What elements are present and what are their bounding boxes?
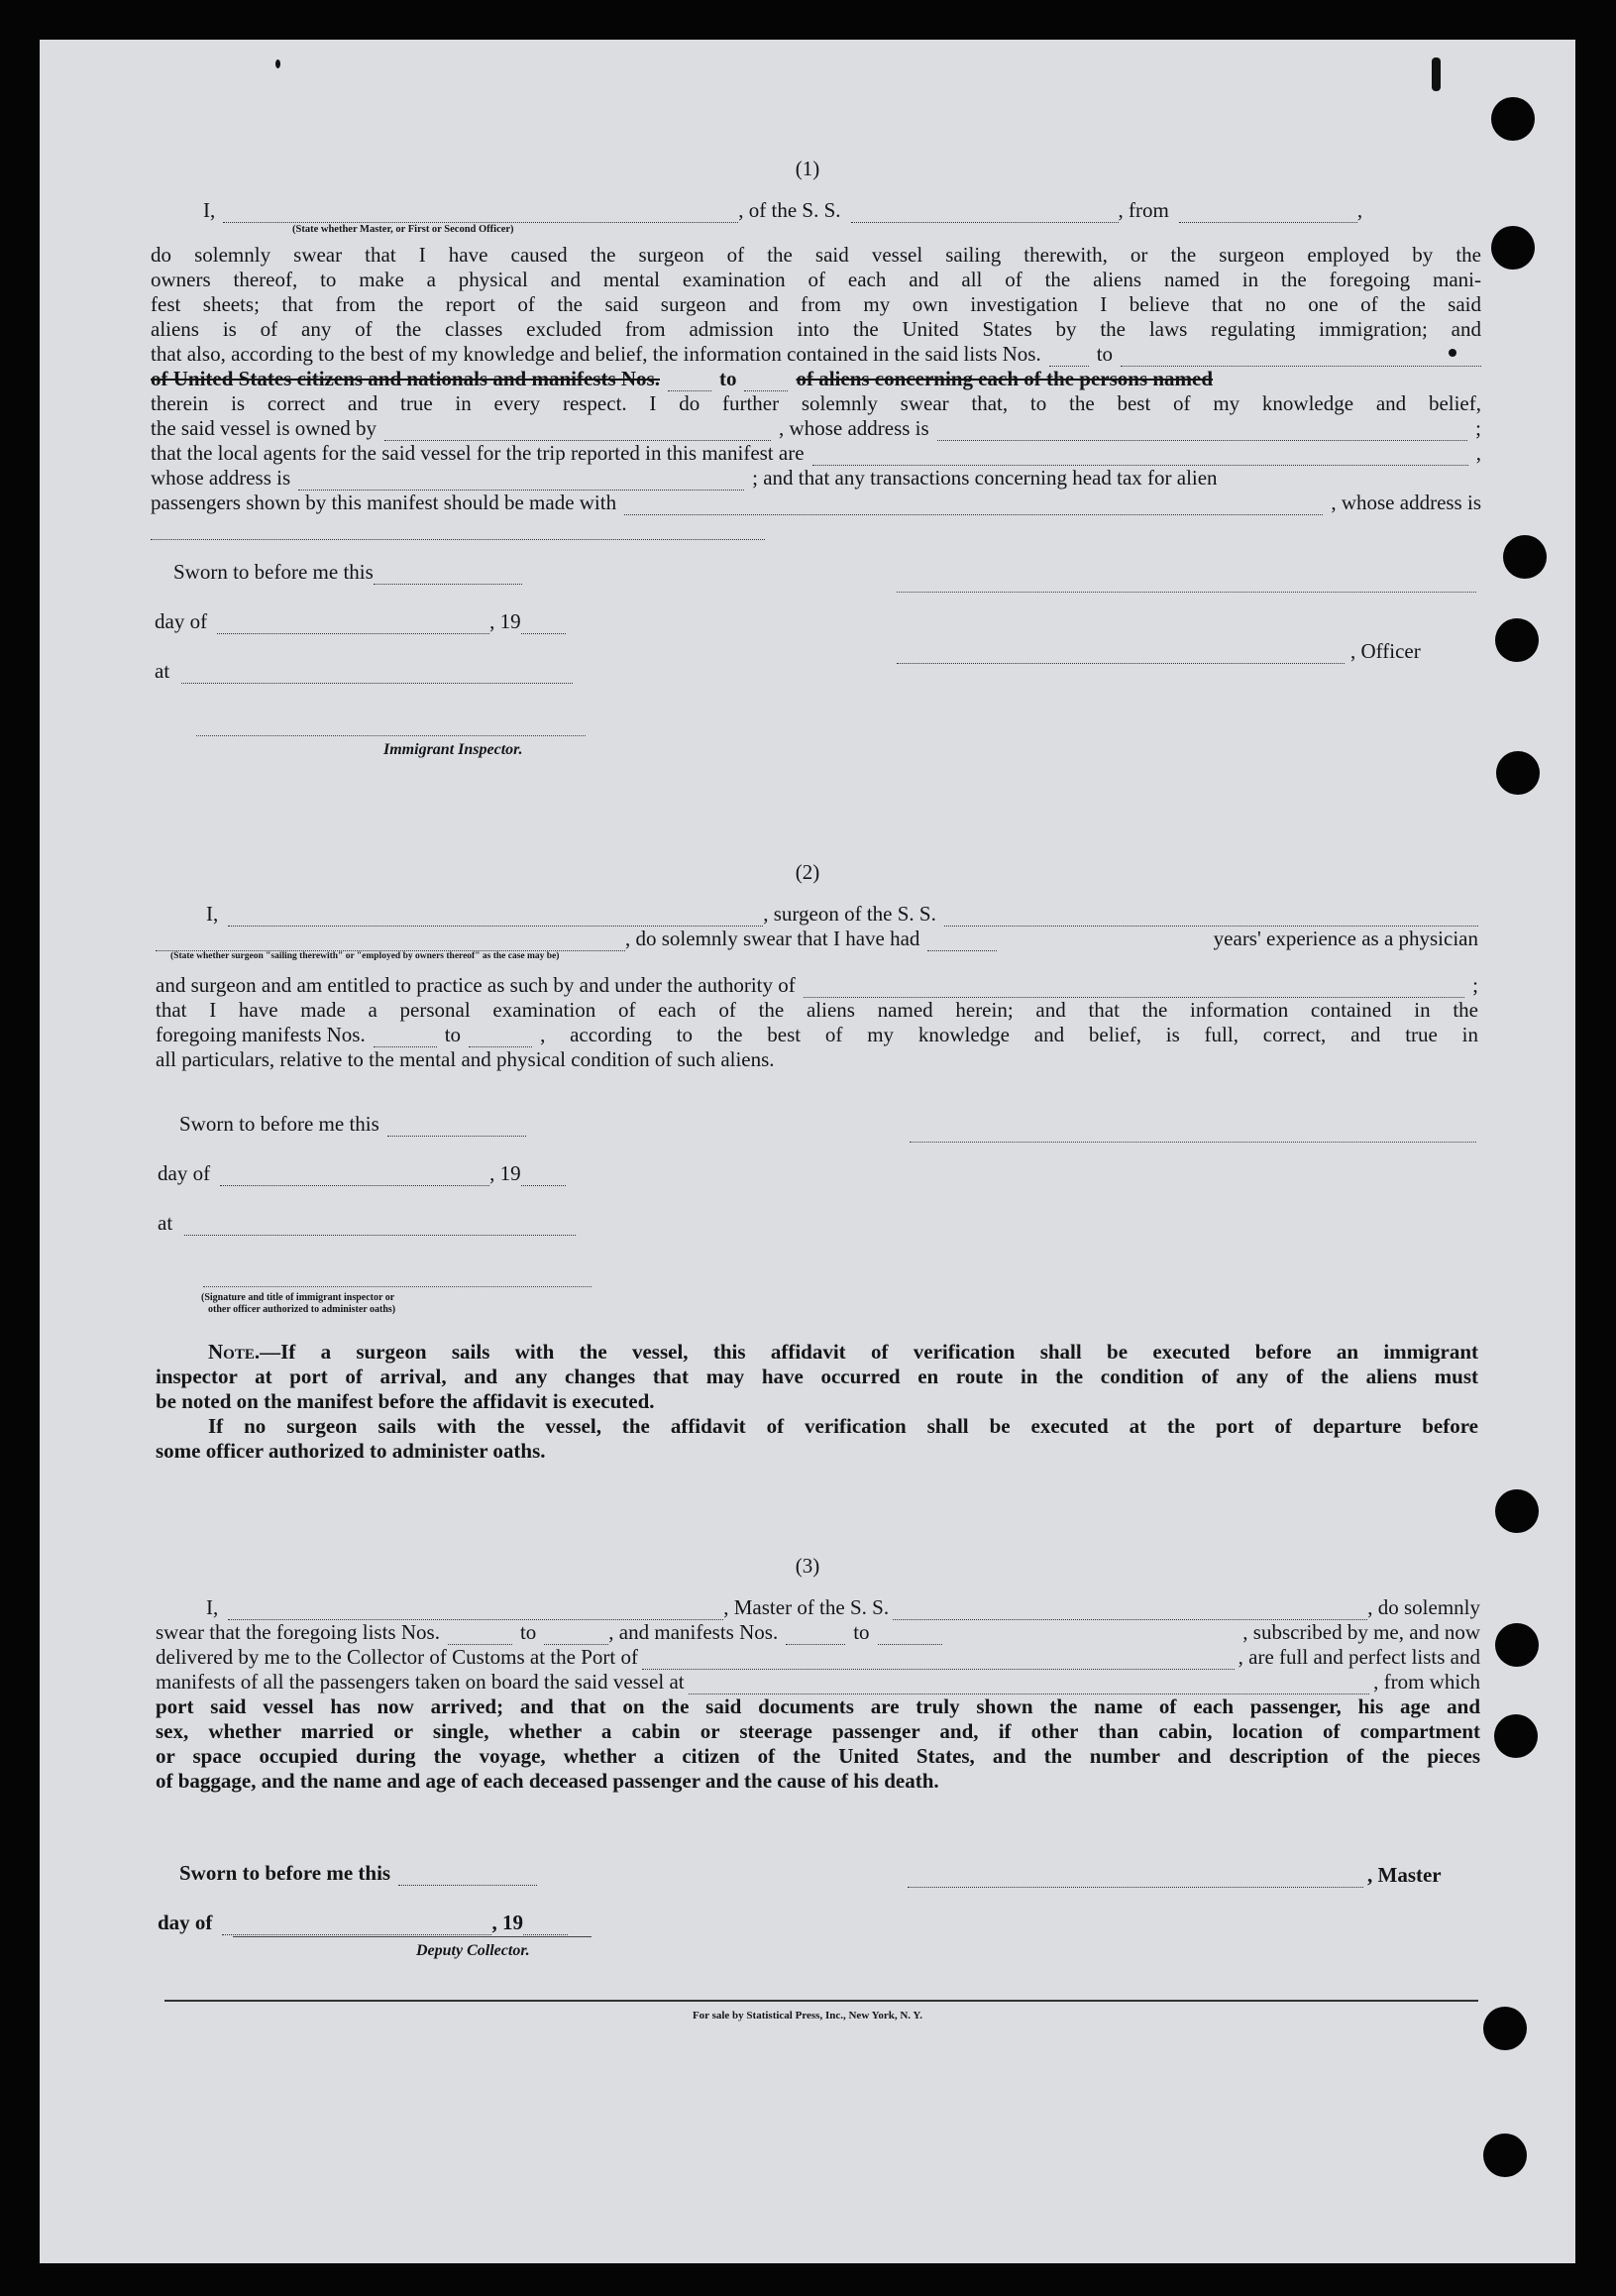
s2-vessel-blank <box>944 906 1478 927</box>
text: , 19 <box>489 1161 521 1185</box>
body-line: sex, whether married or single, whether a cabin or steerage passenger and, if other than cabin, location of compartment <box>156 1719 1480 1743</box>
manifest-from-blank <box>668 371 711 391</box>
text: , <box>1356 198 1363 222</box>
text: Sworn to before me this <box>179 1112 379 1136</box>
text: ; and that any transactions concerning head tax for alien <box>752 466 1218 490</box>
s2-inspector-signature-line <box>203 1286 592 1287</box>
list-from-blank <box>1049 346 1089 367</box>
printer-credit: For sale by Statistical Press, Inc., New York, N. Y. <box>692 2010 923 2022</box>
body-line: of baggage, and the name and age of each deceased passenger and the cause of his death. <box>156 1769 939 1793</box>
place-blank <box>184 1215 576 1236</box>
s1-at-line <box>155 659 573 684</box>
s3-manifest-to-blank <box>878 1624 942 1645</box>
text: , Master of the S. S. <box>723 1595 890 1619</box>
surgeon-name-blank <box>228 906 763 927</box>
text: , and manifests Nos. <box>608 1620 779 1644</box>
text: day of <box>155 609 208 633</box>
s3-day-line <box>158 1911 568 1935</box>
section-2-body <box>156 973 1478 1072</box>
note-block <box>156 1340 1478 1464</box>
surgeon-status-note: (State whether surgeon "sailing therewith" or "employed by owners thereof" as the case may be) <box>170 951 560 961</box>
master-name-blank <box>228 1599 723 1620</box>
text: swear that the foregoing lists Nos. <box>156 1620 440 1644</box>
text: foregoing manifests Nos. <box>156 1023 366 1046</box>
text: to <box>1096 342 1114 366</box>
s2-manifest-to-blank <box>469 1027 532 1047</box>
punch-hole <box>1496 751 1540 795</box>
text: whose address is <box>151 466 291 490</box>
text: day of <box>158 1911 213 1934</box>
section-2-line-1 <box>206 902 1478 927</box>
punch-hole <box>1491 97 1535 141</box>
s1-day-line <box>155 609 566 634</box>
owner-blank <box>384 420 771 441</box>
note-line: inspector at port of arrival, and any changes that may have occurred en route in the condition of any of the aliens must <box>156 1365 1478 1388</box>
s2-manifest-from-blank <box>374 1027 437 1047</box>
note-line: be noted on the manifest before the affidavit is executed. <box>156 1389 655 1413</box>
month-blank <box>222 1914 491 1935</box>
section-3-number: (3) <box>795 1554 820 1578</box>
section-1-line-1 <box>203 198 1481 223</box>
list-to-blank <box>1121 346 1481 367</box>
s3-list-from-blank <box>448 1624 512 1645</box>
surgeon-status-blank <box>156 930 625 951</box>
text: at <box>155 659 170 683</box>
struck-text: of aliens concerning each of the persons named <box>796 367 1214 390</box>
text: , subscribed by me, and now <box>1242 1620 1480 1644</box>
text: to <box>718 367 737 390</box>
month-blank <box>217 613 489 634</box>
struck-text: of United States citizens and nationals and manifests Nos. <box>151 367 660 390</box>
text: ; <box>1475 416 1481 440</box>
s3-sworn-line <box>179 1861 537 1886</box>
note-line: —If a surgeon sails with the vessel, this affidavit of verification shall be executed before an immigrant <box>260 1340 1478 1364</box>
manifest-back-page <box>40 40 1575 2263</box>
agents-blank <box>812 445 1468 466</box>
body-line: owners thereof, to make a physical and mental examination of each and all of the aliens named in the foregoing mani- <box>151 268 1481 291</box>
s2-sworn-line <box>179 1112 526 1137</box>
text: , Officer <box>1350 639 1421 663</box>
text: to <box>853 1620 870 1644</box>
deputy-caption: Deputy Collector. <box>416 1942 530 1959</box>
body-line: that I have made a personal examination of each of the aliens named herein; and that the information contained in the <box>156 998 1478 1022</box>
text: , surgeon of the S. S. <box>763 902 936 926</box>
body-line: or space occupied during the voyage, whether a citizen of the United States, and the number and description of the pieces <box>156 1744 1480 1768</box>
deputy-signature-line <box>233 1936 592 1937</box>
from-port-blank <box>1179 202 1357 223</box>
text: delivered by me to the Collector of Customs at the Port of <box>156 1645 638 1669</box>
text: day of <box>158 1161 211 1185</box>
punch-hole <box>1495 1623 1539 1667</box>
text: , are full and perfect lists and <box>1238 1645 1480 1669</box>
punch-hole <box>1483 2133 1527 2177</box>
note-line: If no surgeon sails with the vessel, the affidavit of verification shall be executed at the port of departure before <box>208 1414 1478 1438</box>
text: , do solemnly swear that I have had <box>625 927 920 950</box>
text: at <box>158 1211 173 1235</box>
section-2-line-2 <box>156 927 1478 951</box>
owner-address-blank <box>937 420 1467 441</box>
body-line: aliens is of any of the classes excluded from admission into the United States by the laws regulating immigration; and <box>151 317 1481 341</box>
footer-rule <box>164 2000 1478 2002</box>
note-heading: Note. <box>208 1340 261 1364</box>
text: , from which <box>1373 1670 1480 1694</box>
text: Sworn to before me this <box>179 1861 391 1885</box>
sworn-date-blank <box>374 564 522 585</box>
section-1-body <box>151 243 1481 540</box>
punch-hole <box>1491 226 1535 270</box>
vessel-name-blank <box>851 202 1119 223</box>
text: the said vessel is owned by <box>151 416 377 440</box>
speck <box>1432 57 1441 91</box>
surgeon-signature-line <box>910 1142 1476 1143</box>
section-3-body <box>156 1620 1480 1794</box>
year-blank <box>523 1914 568 1935</box>
s3-list-to-blank <box>544 1624 608 1645</box>
text: I, <box>206 902 219 926</box>
text: that the local agents for the said vessel for the trip reported in this manifest are <box>151 441 805 465</box>
month-blank <box>220 1165 489 1186</box>
year-blank <box>521 1165 566 1186</box>
body-line: do solemnly swear that I have caused the surgeon of the said vessel sailing therewith, or the surgeon employed by the <box>151 243 1481 267</box>
s2-day-line <box>158 1161 566 1186</box>
officer-title-blank <box>223 202 738 223</box>
signature-note: (Signature and title of immigrant inspector or <box>201 1292 395 1303</box>
head-tax-blank <box>624 494 1323 515</box>
signature-note: other officer authorized to administer oaths) <box>208 1304 396 1315</box>
s2-at-line <box>158 1211 576 1236</box>
body-line: fest sheets; that from the report of the said surgeon and from my own investigation I believe that no one of the said <box>151 292 1481 316</box>
section-1-number: (1) <box>795 157 820 180</box>
text: , 19 <box>489 609 521 633</box>
text: , whose address is <box>1331 491 1481 514</box>
s1-sworn-line <box>173 560 522 585</box>
customs-port-blank <box>642 1649 1235 1670</box>
inspector-signature-line <box>196 735 586 736</box>
authority-blank <box>804 977 1464 998</box>
body-line: therein is correct and true in every respect. I do further solemnly swear that, to the best of my knowledge and belief, <box>151 391 1481 415</box>
punch-hole <box>1495 618 1539 662</box>
punch-hole <box>1494 1714 1538 1758</box>
officer-title-note: (State whether Master, or First or Second Officer) <box>292 224 514 235</box>
years-blank <box>927 930 997 951</box>
agents-address-blank <box>298 470 744 491</box>
officer-signature-line-1 <box>897 592 1476 593</box>
s3-vessel-blank <box>893 1599 1367 1620</box>
sworn-date-blank <box>398 1865 537 1886</box>
place-blank <box>181 663 573 684</box>
speck <box>275 59 280 68</box>
s3-master-line <box>908 1863 1442 1888</box>
text: , of the S. S. <box>738 198 841 222</box>
punch-hole <box>1503 535 1547 579</box>
text: I, <box>206 1595 219 1619</box>
text: passengers shown by this manifest should be made with <box>151 491 617 514</box>
sworn-date-blank <box>387 1116 526 1137</box>
inspector-caption: Immigrant Inspector. <box>383 741 523 758</box>
s3-manifest-from-blank <box>786 1624 845 1645</box>
text: , whose address is <box>779 416 929 440</box>
text: to <box>444 1023 462 1046</box>
year-blank <box>521 613 566 634</box>
text: , Master <box>1367 1863 1442 1887</box>
manifest-to-blank <box>744 371 788 391</box>
body-line: all particulars, relative to the mental and physical condition of such aliens. <box>156 1047 775 1071</box>
master-signature-blank <box>908 1867 1363 1888</box>
note-line: some officer authorized to administer oaths. <box>156 1439 546 1463</box>
embark-port-blank <box>689 1674 1370 1695</box>
s1-officer-line <box>897 639 1421 664</box>
body-line: port said vessel has now arrived; and that on the said documents are truly shown the name of each passenger, his age and <box>156 1695 1480 1718</box>
text: to <box>519 1620 537 1644</box>
text: manifests of all the passengers taken on board the said vessel at <box>156 1670 685 1694</box>
section-2-number: (2) <box>795 860 820 884</box>
text: years' experience as a physician <box>1213 927 1478 950</box>
officer-signature-blank <box>897 643 1345 664</box>
text: , from <box>1118 198 1169 222</box>
address-blank <box>151 519 765 540</box>
text: , 19 <box>491 1911 523 1934</box>
text: , according to the best of my knowledge and belief, is full, correct, and true in <box>540 1023 1478 1046</box>
punch-hole <box>1495 1489 1539 1533</box>
text: that also, according to the best of my knowledge and belief, the information contained in the said lists Nos. <box>151 342 1041 366</box>
text: ; <box>1472 973 1478 997</box>
text: , <box>1475 441 1481 465</box>
text: Sworn to before me this <box>173 560 374 584</box>
text: I, <box>203 198 216 222</box>
section-3-line-1 <box>206 1595 1480 1620</box>
text: and surgeon and am entitled to practice as such by and under the authority of <box>156 973 796 997</box>
text: , do solemnly <box>1367 1595 1480 1619</box>
